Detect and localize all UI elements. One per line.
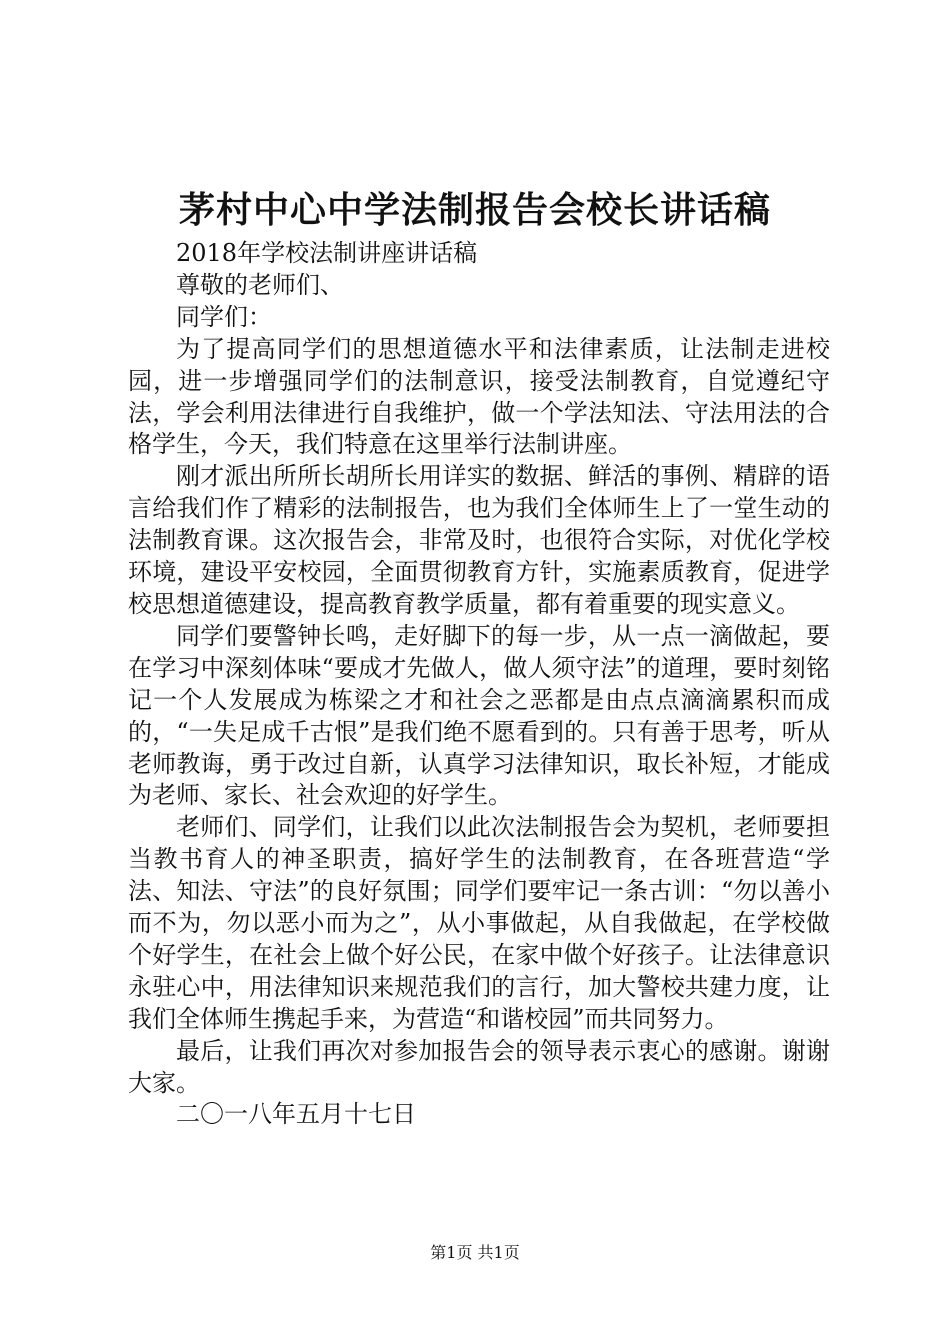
document-title: 茅村中心中学法制报告会校长讲话稿 <box>178 189 771 231</box>
document-body <box>128 238 830 1131</box>
date-line: 二〇一八年五月十七日 <box>176 1100 416 1129</box>
subtitle-line: 2018年学校法制讲座讲话稿 <box>176 239 478 267</box>
page-footer: 第1页 共1页 <box>430 1243 520 1262</box>
body-paragraph: 最后，让我们再次对参加报告会的领导表示衷心的感谢。谢谢大家。 <box>128 1036 830 1097</box>
body-paragraph: 老师们、同学们，让我们以此次法制报告会为契机，老师要担当教书育人的神圣职责，搞好学生的法制教育，在各班营造“学法、知法、守法”的良好氛围；同学们要牢记一条古训：“勿以善小而不为，勿以恶小而为之”，从小事做起，从自我做起，在学校做个好学生，在社会上做个好公民，在家中做个好孩子。让法律意识永驻心中，用法律知识来规范我们的言行，加大警校共建力度，让我们全体师生携起手来，为营造“和谐校园”而共同努力。 <box>128 813 830 1033</box>
body-paragraph: 刚才派出所所长胡所长用详实的数据、鲜活的事例、精辟的语言给我们作了精彩的法制报告，也为我们全体师生上了一堂生动的法制教育课。这次报告会，非常及时，也很符合实际，对优化学校环境，建设平安校园，全面贯彻教育方针，实施素质教育，促进学校思想道德建设，提高教育教学质量，都有着重要的现实意义。 <box>128 462 830 618</box>
greeting-line-1: 尊敬的老师们、 <box>176 270 344 299</box>
body-paragraph: 同学们要警钟长鸣，走好脚下的每一步，从一点一滴做起，要在学习中深刻体味“要成才先做人，做人须守法”的道理，要时刻铭记一个人发展成为栋梁之才和社会之恶都是由点点滴滴累积而成的，“一失足成千古恨”是我们绝不愿看到的。只有善于思考，听从老师教诲，勇于改过自新，认真学习法律知识，取长补短，才能成为老师、家长、社会欢迎的好学生。 <box>128 621 830 810</box>
body-paragraph: 为了提高同学们的思想道德水平和法律素质，让法制走进校园，进一步增强同学们的法制意识，接受法制教育，自觉遵纪守法，学会利用法律进行自我维护，做一个学法知法、守法用法的合格学生，今天，我们特意在这里举行法制讲座。 <box>128 334 830 459</box>
greeting-line-2: 同学们： <box>176 302 272 331</box>
